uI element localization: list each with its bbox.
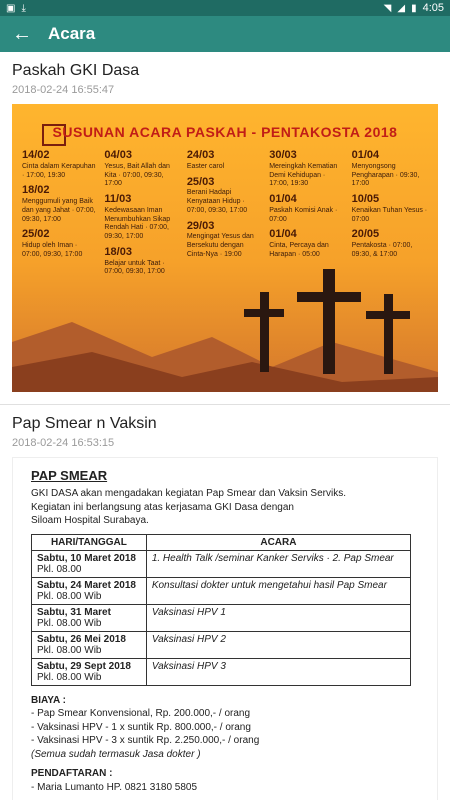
cross-icon bbox=[260, 292, 269, 372]
poster-entry-date: 18/02 bbox=[22, 184, 50, 197]
cross-icon bbox=[244, 309, 284, 317]
poster-entry bbox=[22, 149, 98, 180]
pendaftaran-label: PENDAFTARAN : bbox=[31, 768, 113, 779]
poster-entry-text: Menggumuli yang Baik dan yang Jahat · 07:00, 09:30, 17:00 bbox=[22, 198, 96, 223]
page-title: Acara bbox=[48, 24, 96, 43]
poster-entry-text: Paskah Komisi Anak · 07:00 bbox=[269, 206, 338, 223]
table-cell bbox=[32, 550, 147, 577]
wifi-icon: ◥ bbox=[383, 2, 392, 14]
row-day: Sabtu, 10 Maret 2018 bbox=[37, 552, 136, 564]
table-cell bbox=[32, 658, 147, 685]
poster-entry bbox=[269, 228, 345, 259]
poster-entry-text: Cinta, Percaya dan Harapan · 05:00 bbox=[269, 242, 329, 258]
row-activity: Vaksinasi HPV 3 bbox=[146, 658, 410, 685]
event-card[interactable] bbox=[0, 52, 450, 405]
flyer-intro-line: Siloam Hospital Surabaya. bbox=[31, 515, 149, 526]
poster-entry bbox=[187, 176, 263, 216]
row-activity: 1. Health Talk /seminar Kanker Serviks · 2. Pap Smear bbox=[146, 550, 410, 577]
row-activity: Vaksinasi HPV 1 bbox=[146, 604, 410, 631]
flyer-intro-line: Kegiatan ini berlangsung atas kerjasama GKI Dasa dengan bbox=[31, 501, 294, 513]
poster-entry bbox=[269, 193, 345, 224]
poster-entry-date: 30/03 bbox=[269, 149, 297, 161]
poster-entry-text: Mengingat Yesus dan Bersekutu dengan Cinta-Nya · 19:00 bbox=[186, 233, 254, 258]
poster-entry bbox=[22, 184, 98, 224]
poster-entry-date: 11/03 bbox=[104, 193, 132, 205]
poster-entry-date: 29/03 bbox=[186, 219, 215, 232]
poster-entry-text: Berani Hadapi Kenyataan Hidup · 07:00, 09:30, 17:00 bbox=[186, 189, 248, 214]
poster-entry bbox=[352, 193, 428, 224]
table-row bbox=[32, 550, 411, 577]
poster-entry-text: Cinta dalam Kerapuhan · 17:00, 19:30 bbox=[22, 162, 96, 179]
row-day: Sabtu, 29 Sept 2018 bbox=[37, 660, 131, 672]
status-bar bbox=[0, 0, 450, 16]
poster-entry-date: 25/02 bbox=[22, 228, 50, 241]
back-arrow-icon[interactable]: ← bbox=[12, 22, 32, 45]
poster-entry-date: 10/05 bbox=[351, 193, 380, 205]
poster-heading: SUSUNAN ACARA PASKAH - PENTAKOSTA 2018 bbox=[52, 124, 398, 140]
poster-entry-text: Menyongsong Pengharapan · 09:30, 17:00 bbox=[351, 162, 420, 188]
event-card[interactable] bbox=[0, 405, 450, 800]
poster-entry-date: 01/04 bbox=[269, 228, 297, 241]
event-title[interactable]: Paskah GKI Dasa bbox=[12, 62, 140, 79]
download-icon: ⤓ bbox=[21, 2, 26, 14]
poster-entry bbox=[104, 246, 180, 277]
flyer-heading: PAP SMEAR bbox=[31, 468, 108, 483]
poster-column bbox=[187, 149, 263, 277]
biaya-line: - Pap Smear Konvensional, Rp. 200.000,- / orang bbox=[31, 708, 251, 719]
poster-entry-date: 24/03 bbox=[186, 149, 215, 161]
pap-smear-flyer-image[interactable] bbox=[12, 457, 438, 800]
poster-entry-text: Hidup oleh Iman · 07:00, 09:30, 17:00 bbox=[22, 242, 83, 258]
cross-icon bbox=[323, 269, 335, 374]
table-cell bbox=[32, 631, 147, 658]
row-time: Pkl. 08.00 bbox=[37, 563, 82, 575]
poster-entry-text: Yesus, Bait Allah dan Kita · 07:00, 09:30, 17:00 bbox=[104, 162, 170, 188]
row-time: Pkl. 08.00 Wib bbox=[37, 590, 102, 602]
row-day: Sabtu, 26 Mei 2018 bbox=[37, 633, 126, 645]
event-feed[interactable] bbox=[0, 52, 450, 800]
poster-entry bbox=[187, 149, 263, 172]
app-bar bbox=[0, 16, 450, 52]
poster-entry bbox=[104, 193, 180, 242]
column-header: HARI/TANGGAL bbox=[32, 534, 147, 550]
poster-entry bbox=[269, 149, 345, 189]
biaya-line: - Vaksinasi HPV - 1 x suntik Rp. 800.000,- / orang bbox=[31, 721, 251, 733]
poster-entry-text: Pentakosta · 07:00, 09:30, & 17:00 bbox=[351, 242, 413, 258]
cross-icon bbox=[297, 292, 361, 302]
row-time: Pkl. 08.00 Wib bbox=[37, 644, 102, 656]
biaya-note: (Semua sudah termasuk Jasa dokter ) bbox=[31, 748, 201, 760]
poster-entry bbox=[187, 220, 263, 260]
row-time: Pkl. 08.00 Wib bbox=[37, 617, 102, 629]
poster-entry-text: Easter carol bbox=[186, 162, 225, 170]
row-activity: Vaksinasi HPV 2 bbox=[146, 631, 410, 658]
poster-entry-text: Kedewasaan Iman Menumbuhkan Sikap Rendah Hati · 07:00, 09:30, 17:00 bbox=[104, 206, 171, 240]
biaya-line: - Vaksinasi HPV - 3 x suntik Rp. 2.250.000,- / orang bbox=[31, 735, 260, 746]
poster-entry-text: Belajar untuk Taat · 07:00, 09:30, 17:00 bbox=[104, 259, 165, 276]
table-header-row bbox=[32, 534, 411, 550]
poster-entry-date: 25/03 bbox=[186, 175, 215, 188]
poster-entry bbox=[22, 228, 98, 259]
pendaftaran-line: - Maria Lumanto HP. 0821 3180 5805 bbox=[31, 781, 198, 793]
poster-entry bbox=[352, 149, 428, 189]
column-header: ACARA bbox=[146, 534, 410, 550]
poster-column bbox=[22, 149, 98, 277]
table-cell bbox=[32, 604, 147, 631]
flyer-intro-line: GKI DASA akan mengadakan kegiatan Pap Smear dan Vaksin Serviks. bbox=[31, 488, 346, 499]
row-day: Sabtu, 31 Maret bbox=[37, 606, 111, 618]
row-time: Pkl. 08.00 Wib bbox=[37, 671, 102, 683]
table-row bbox=[32, 604, 411, 631]
poster-entry-text: Kenaikan Tuhan Yesus · 07:00 bbox=[351, 206, 428, 223]
poster-entry-date: 14/02 bbox=[22, 149, 50, 161]
event-date: 2018-02-24 16:53:15 bbox=[12, 437, 115, 449]
table-row bbox=[32, 631, 411, 658]
poster-entry bbox=[104, 149, 180, 189]
table-row bbox=[32, 658, 411, 685]
poster-column bbox=[104, 149, 180, 277]
cross-icon bbox=[366, 311, 410, 319]
easter-poster-image[interactable] bbox=[12, 104, 438, 392]
biaya-label: BIAYA : bbox=[31, 694, 67, 706]
poster-entry-date: 01/04 bbox=[351, 149, 380, 161]
image-icon: ▣ bbox=[6, 2, 16, 14]
signal-icon: ◢ bbox=[397, 2, 406, 14]
cross-icon bbox=[384, 294, 393, 374]
schedule-table bbox=[31, 534, 411, 686]
poster-entry-date: 20/05 bbox=[351, 228, 380, 241]
poster-entry-date: 01/04 bbox=[269, 193, 297, 205]
poster-entry-date: 04/03 bbox=[104, 149, 132, 161]
row-day: Sabtu, 24 Maret 2018 bbox=[37, 579, 136, 591]
status-time: 4:05 bbox=[422, 2, 444, 14]
table-row bbox=[32, 577, 411, 604]
event-title[interactable]: Pap Smear n Vaksin bbox=[12, 415, 157, 432]
row-activity: Konsultasi dokter untuk mengetahui hasil Pap Smear bbox=[146, 577, 410, 604]
poster-entry-text: Mereingkah Kematian Demi Kehidupan · 17:00, 19:30 bbox=[269, 162, 338, 188]
poster-schedule bbox=[22, 149, 428, 277]
mountain-illustration bbox=[12, 282, 438, 392]
battery-icon: ▮ bbox=[411, 2, 417, 14]
table-cell bbox=[32, 577, 147, 604]
event-date: 2018-02-24 16:55:47 bbox=[12, 84, 115, 96]
poster-entry bbox=[352, 228, 428, 259]
poster-entry-date: 18/03 bbox=[104, 245, 132, 258]
poster-column bbox=[352, 149, 428, 277]
poster-column bbox=[269, 149, 345, 277]
